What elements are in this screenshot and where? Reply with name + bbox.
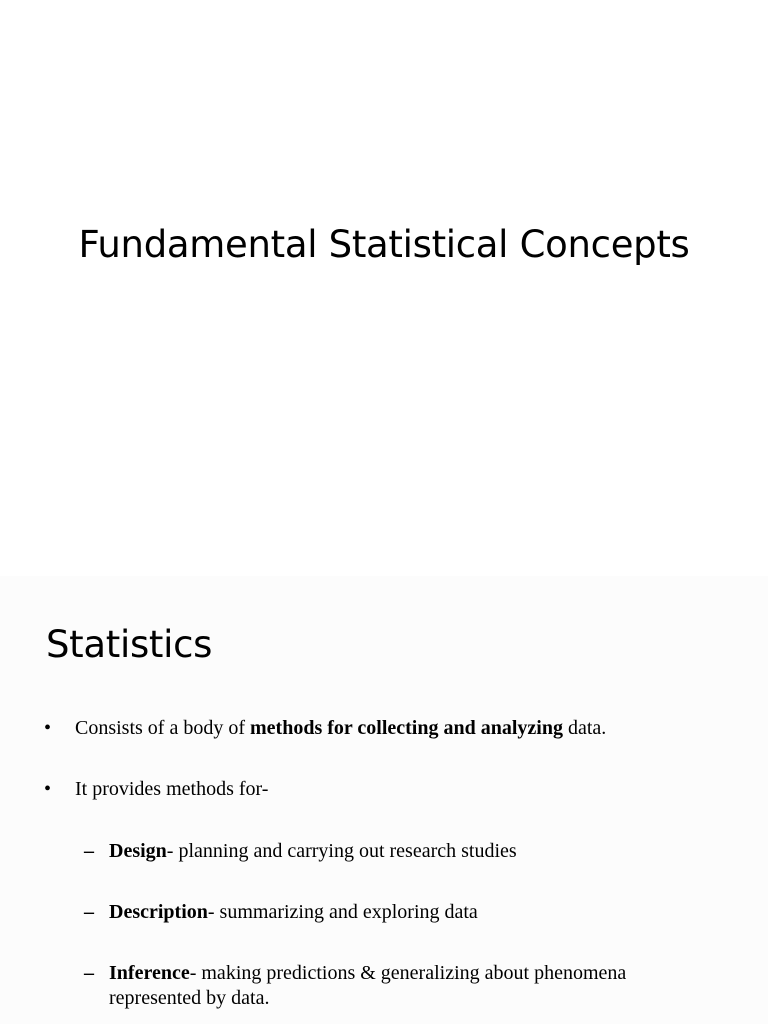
sub-item-term: Description bbox=[109, 901, 208, 923]
sub-item-term: Design bbox=[109, 840, 167, 862]
bullet-icon: • bbox=[44, 717, 52, 739]
bullet-icon: • bbox=[44, 778, 52, 800]
sub-item-description: - planning and carrying out research studies bbox=[166, 840, 517, 862]
dash-icon: – bbox=[84, 840, 94, 862]
content-slide bbox=[0, 576, 768, 1024]
bullet-text: It provides methods for- bbox=[75, 778, 269, 800]
bullet-text: Consists of a body of methods for collecting and analyzing data. bbox=[75, 717, 607, 739]
sub-item-description: - summarizing and exploring data bbox=[207, 901, 478, 923]
sub-item-term: Inference bbox=[109, 962, 190, 984]
bullet-emphasis: methods for collecting and analyzing bbox=[250, 717, 563, 739]
sub-item-description: - making predictions & generalizing about phenomena represented by data. bbox=[109, 962, 627, 1009]
slide-heading: Statistics bbox=[46, 623, 213, 666]
slide-title: Fundamental Statistical Concepts bbox=[78, 223, 690, 266]
dash-icon: – bbox=[84, 962, 94, 984]
dash-icon: – bbox=[84, 901, 94, 923]
